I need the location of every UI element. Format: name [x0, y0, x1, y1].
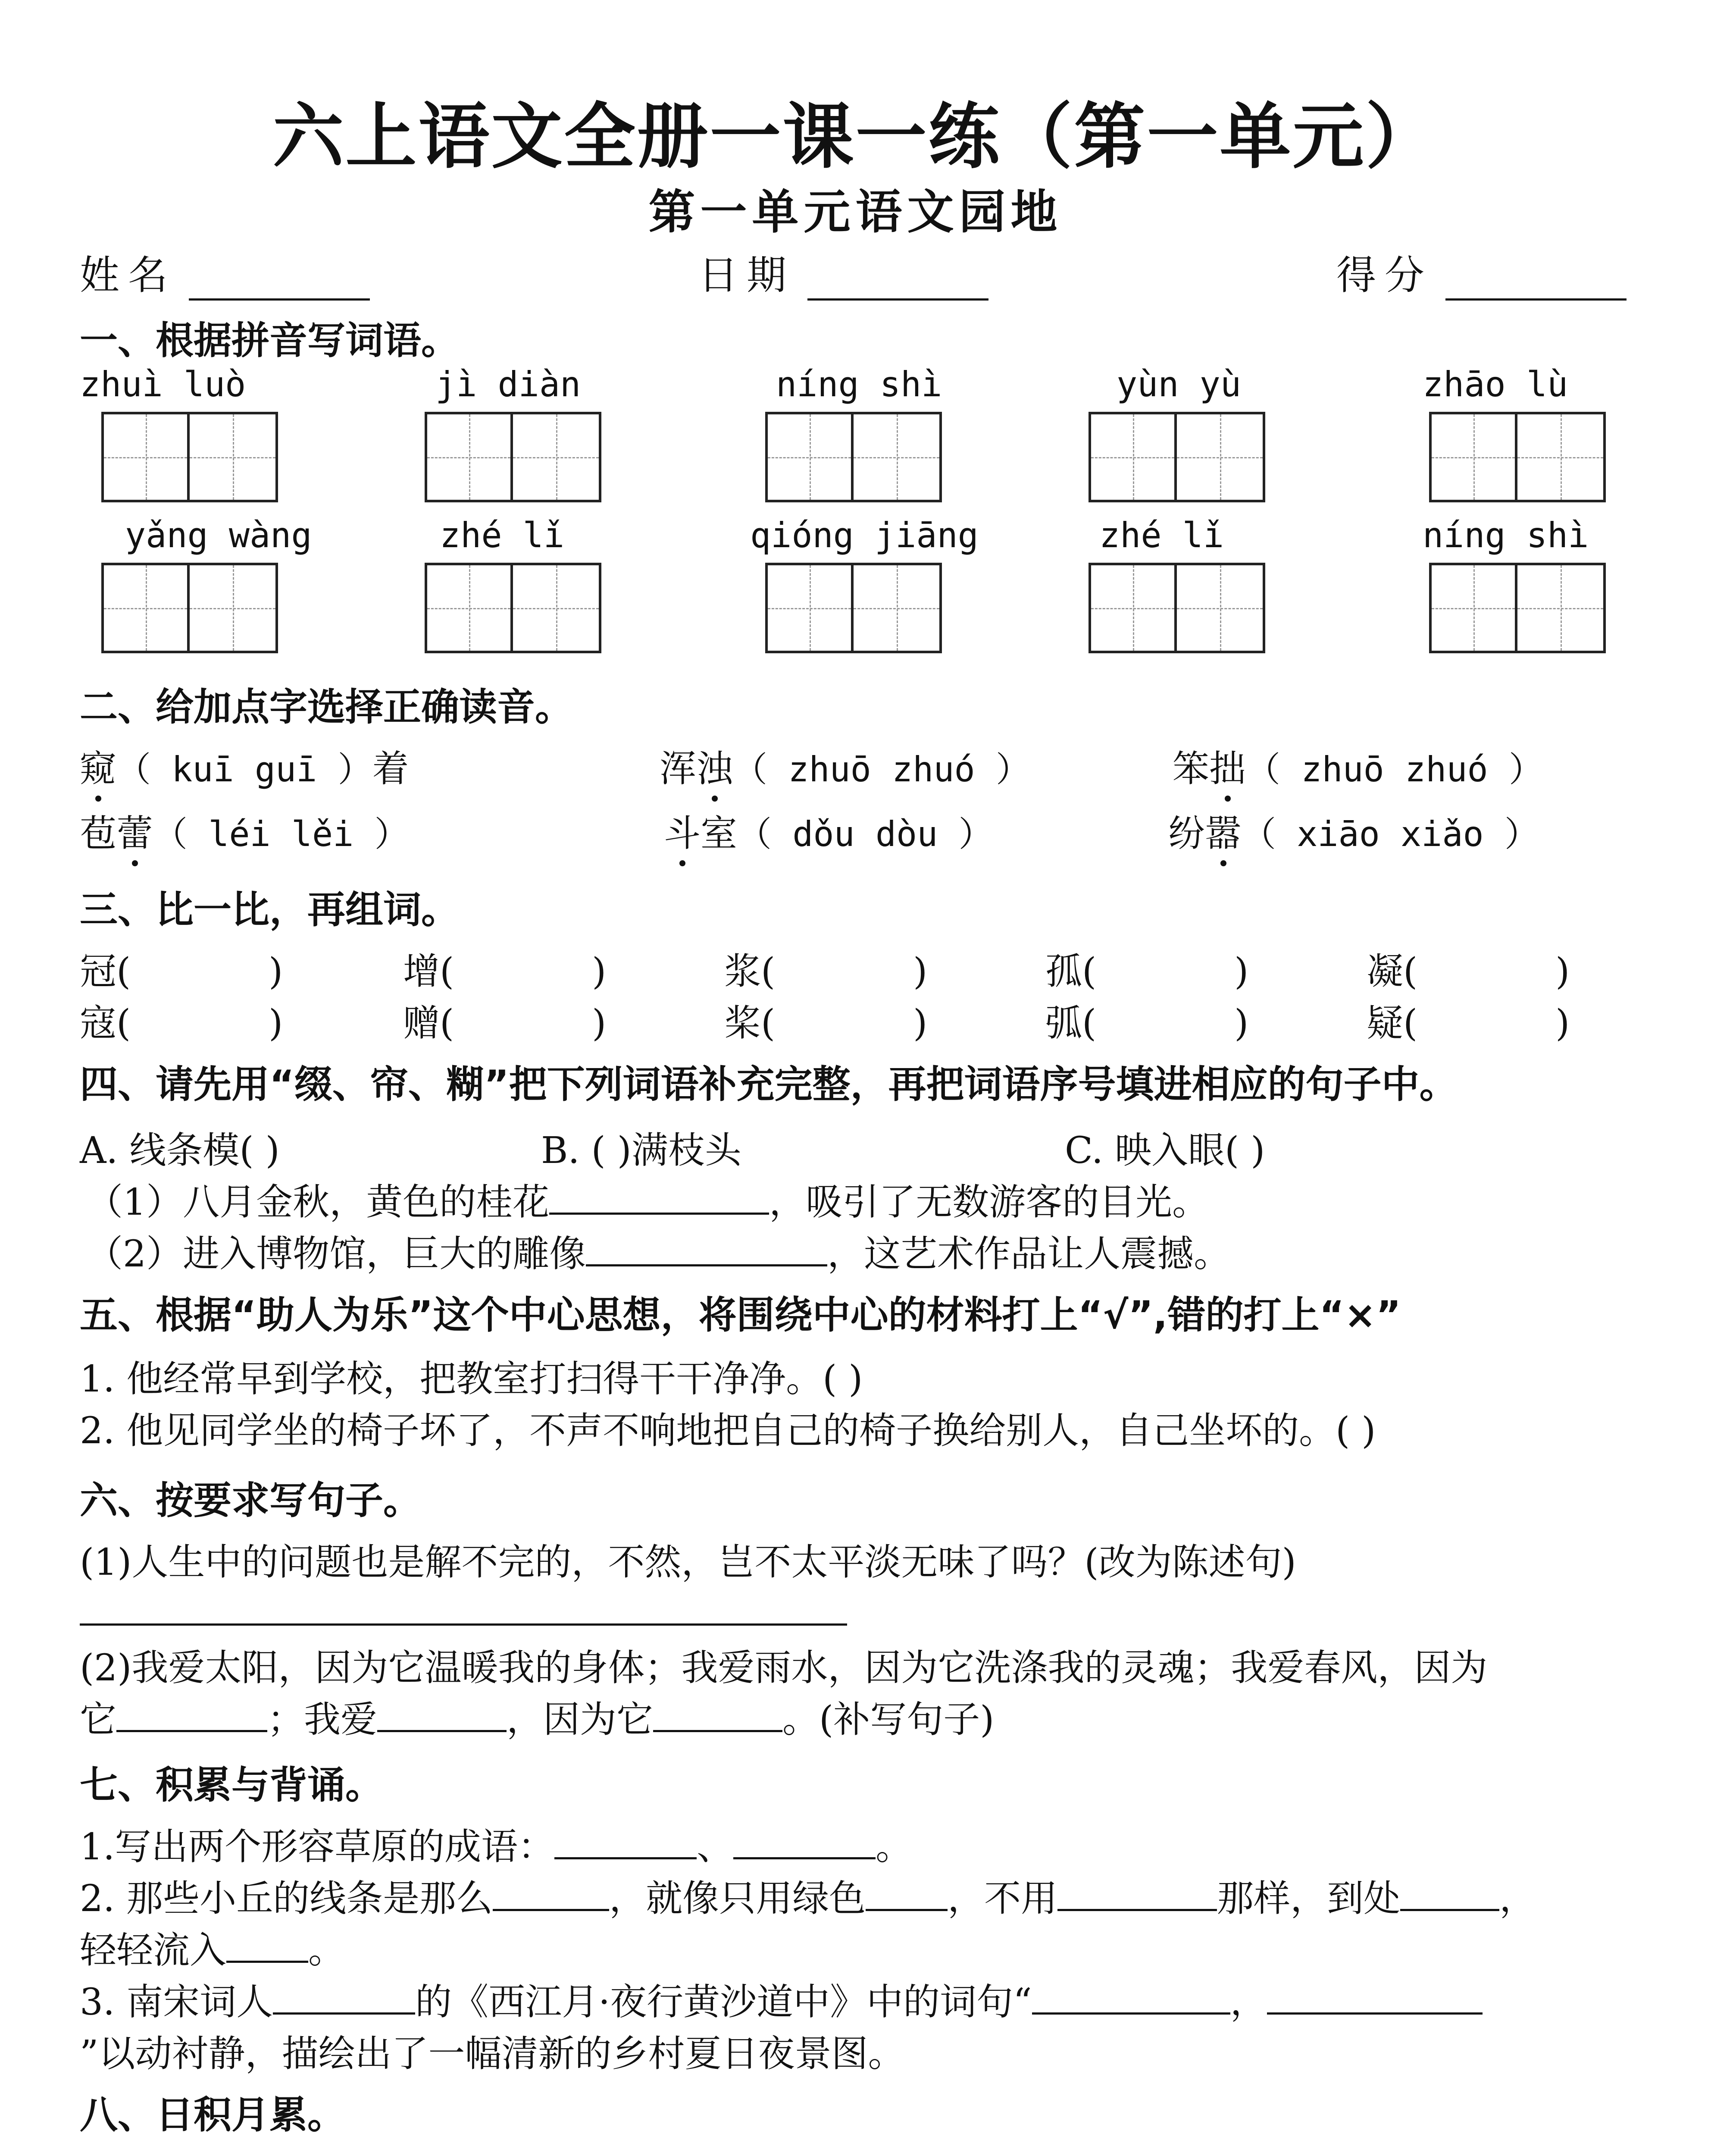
- reading-item-6[interactable]: 纷嚣（ xiāo xiǎo ）: [1168, 804, 1539, 857]
- reading-options[interactable]: （ dǒu dòu ）: [737, 814, 993, 854]
- pinyin-1: zhuì luò: [80, 364, 246, 404]
- writing-grid-3[interactable]: [765, 412, 942, 502]
- compare-item-3[interactable]: 浆( ): [724, 950, 928, 993]
- compare-item-6[interactable]: 寇( ): [80, 1002, 283, 1045]
- reading-options[interactable]: （ xiāo xiǎo ）: [1242, 814, 1539, 854]
- accumulate-q2[interactable]: 2. 那些小丘的线条是那么 ，就像只用绿色 ，不用 那样，到处 ，: [80, 1877, 1536, 1920]
- writing-grid-8[interactable]: [765, 563, 942, 653]
- section-5-heading: 五、根据“助人为乐”这个中心思想，将围绕中心的材料打上“√”,错的打上“×”: [80, 1293, 1401, 1337]
- dotted-char: 窥: [80, 740, 116, 792]
- pinyin-8: qióng jiāng: [750, 515, 979, 555]
- pinyin-4: yùn yù: [1117, 364, 1241, 404]
- reading-options[interactable]: （ zhuō zhuó ）: [1246, 749, 1543, 790]
- compare-item-7[interactable]: 赠( ): [403, 1002, 607, 1045]
- compare-item-1[interactable]: 冠( ): [80, 950, 283, 993]
- rewrite-answer-line[interactable]: [80, 1623, 847, 1626]
- name-label: 姓名: [80, 252, 177, 298]
- reading-item-3[interactable]: 笨拙（ zhuō zhuó ）: [1173, 740, 1543, 792]
- score-label: 得分: [1336, 252, 1433, 298]
- writing-grid-4[interactable]: [1089, 412, 1265, 502]
- answer-blank[interactable]: [586, 1234, 827, 1266]
- judge-item-2[interactable]: 2. 他见同学坐的椅子坏了，不声不响地把自己的椅子换给别人，自己坐坏的。( ): [80, 1410, 1376, 1452]
- compare-item-8[interactable]: 桨( ): [724, 1002, 928, 1045]
- reading-item-4[interactable]: 苞蕾（ léi lěi ）: [80, 804, 409, 857]
- pinyin-5: zhāo lù: [1423, 364, 1568, 404]
- reading-options[interactable]: （ kuī guī ）: [116, 749, 372, 790]
- reading-item-5[interactable]: 斗室（ dǒu dòu ）: [664, 804, 993, 857]
- answer-blank[interactable]: [1057, 1879, 1217, 1911]
- section-6-heading: 六、按要求写句子。: [80, 1478, 422, 1523]
- writing-grid-1[interactable]: [101, 412, 278, 502]
- dotted-char: 拙: [1209, 740, 1246, 792]
- option-a[interactable]: A. 线条模( ): [80, 1129, 280, 1172]
- answer-blank[interactable]: [733, 1827, 876, 1859]
- answer-blank[interactable]: [554, 1827, 697, 1859]
- date-label: 日期: [698, 252, 795, 298]
- pinyin-7: zhé lǐ: [440, 515, 564, 555]
- compare-item-9[interactable]: 弧( ): [1045, 1002, 1249, 1045]
- dotted-char: 嚣: [1205, 804, 1242, 857]
- answer-blank[interactable]: [1400, 1879, 1499, 1911]
- rewrite-q2: (2)我爱太阳，因为它温暖我的身体；我爱雨水，因为它洗涤我的灵魂；我爱春风，因为: [80, 1647, 1488, 1689]
- fill-sentence-2[interactable]: （2）进入博物馆，巨大的雕像 ，这艺术作品让人震撼。: [86, 1233, 1231, 1275]
- reading-item-1[interactable]: 窥（ kuī guī ）着: [80, 740, 409, 792]
- accumulate-q2-continued[interactable]: 轻轻流入 。: [80, 1929, 345, 1972]
- poem-title: [0, 2150, 1711, 2156]
- reading-item-2[interactable]: 浑浊（ zhuō zhuó ）: [660, 740, 1030, 792]
- dotted-char: 斗: [664, 804, 701, 857]
- writing-grid-2[interactable]: [425, 412, 601, 502]
- section-3-heading: 三、比一比，再组词。: [80, 887, 460, 932]
- answer-blank[interactable]: [1032, 1982, 1230, 2015]
- compare-item-4[interactable]: 孤( ): [1045, 950, 1249, 993]
- reading-options[interactable]: （ léi lěi ）: [153, 814, 409, 854]
- dotted-char: 蕾: [116, 804, 153, 857]
- judge-item-1[interactable]: 1. 他经常早到学校，把教室打扫得干干净净。( ): [80, 1358, 863, 1401]
- answer-blank[interactable]: [226, 1930, 308, 1963]
- section-2-heading: 二、给加点字选择正确读音。: [80, 685, 573, 729]
- page-subtitle: 第一单元语文园地: [648, 185, 1063, 239]
- writing-grid-5[interactable]: [1429, 412, 1606, 502]
- compare-item-5[interactable]: 凝( ): [1367, 950, 1570, 993]
- dotted-char: 浊: [696, 740, 733, 792]
- score-field[interactable]: [1336, 244, 1627, 301]
- answer-blank[interactable]: [1267, 1982, 1483, 2015]
- name-blank[interactable]: [189, 264, 370, 301]
- page-title: 六上语文全册一课一练（第一单元）: [272, 95, 1439, 178]
- answer-blank[interactable]: [273, 1982, 415, 2015]
- writing-grid-6[interactable]: [101, 563, 278, 653]
- section-8-heading: 八、日积月累。: [80, 2093, 346, 2137]
- section-4-heading: 四、请先用“缀、帘、糊”把下列词语补充完整，再把词语序号填进相应的句子中。: [80, 1062, 1458, 1106]
- answer-blank[interactable]: [377, 1700, 507, 1732]
- accumulate-q3[interactable]: 3. 南宋词人 的《西江月·夜行黄沙道中》中的词句“ ，: [80, 1973, 1483, 2025]
- section-7-heading: 七、积累与背诵。: [80, 1763, 384, 1807]
- answer-blank[interactable]: [866, 1879, 948, 1911]
- answer-blank[interactable]: [116, 1700, 267, 1732]
- reading-options[interactable]: （ zhuō zhuó ）: [733, 749, 1030, 790]
- pinyin-10: níng shì: [1423, 515, 1589, 555]
- pinyin-3: níng shì: [776, 364, 942, 404]
- pinyin-6: yǎng wàng: [125, 515, 312, 555]
- date-blank[interactable]: [807, 264, 988, 301]
- pinyin-2: jì diàn: [435, 364, 581, 404]
- score-blank[interactable]: [1445, 264, 1627, 301]
- compare-item-10[interactable]: 疑( ): [1367, 1002, 1570, 1045]
- answer-blank[interactable]: [549, 1182, 769, 1215]
- answer-blank[interactable]: [493, 1879, 609, 1911]
- fill-sentence-1[interactable]: （1）八月金秋，黄色的桂花 ，吸引了无数游客的目光。: [86, 1181, 1209, 1224]
- section-1-heading: 一、根据拼音写词语。: [80, 318, 460, 363]
- writing-grid-7[interactable]: [425, 563, 601, 653]
- date-field[interactable]: [698, 244, 988, 301]
- rewrite-q1: (1)人生中的问题也是解不完的，不然，岂不太平淡无味了吗？(改为陈述句): [80, 1541, 1296, 1584]
- option-b[interactable]: B. ( )满枝头: [541, 1129, 741, 1172]
- writing-grid-9[interactable]: [1089, 563, 1265, 653]
- writing-grid-10[interactable]: [1429, 563, 1606, 653]
- rewrite-q2-continued[interactable]: 它 ；我爱 ，因为它 。(补写句子): [80, 1698, 995, 1741]
- pinyin-9: zhé lǐ: [1099, 515, 1224, 555]
- option-c[interactable]: C. 映入眼( ): [1065, 1129, 1265, 1172]
- answer-blank[interactable]: [653, 1700, 782, 1732]
- accumulate-q3-continued: ”以动衬静，描绘出了一幅清新的乡村夏日夜景图。: [80, 2033, 905, 2075]
- compare-item-2[interactable]: 增( ): [403, 950, 607, 993]
- accumulate-q1[interactable]: 1.写出两个形容草原的成语： 、 。: [80, 1826, 913, 1868]
- name-field[interactable]: [80, 244, 370, 301]
